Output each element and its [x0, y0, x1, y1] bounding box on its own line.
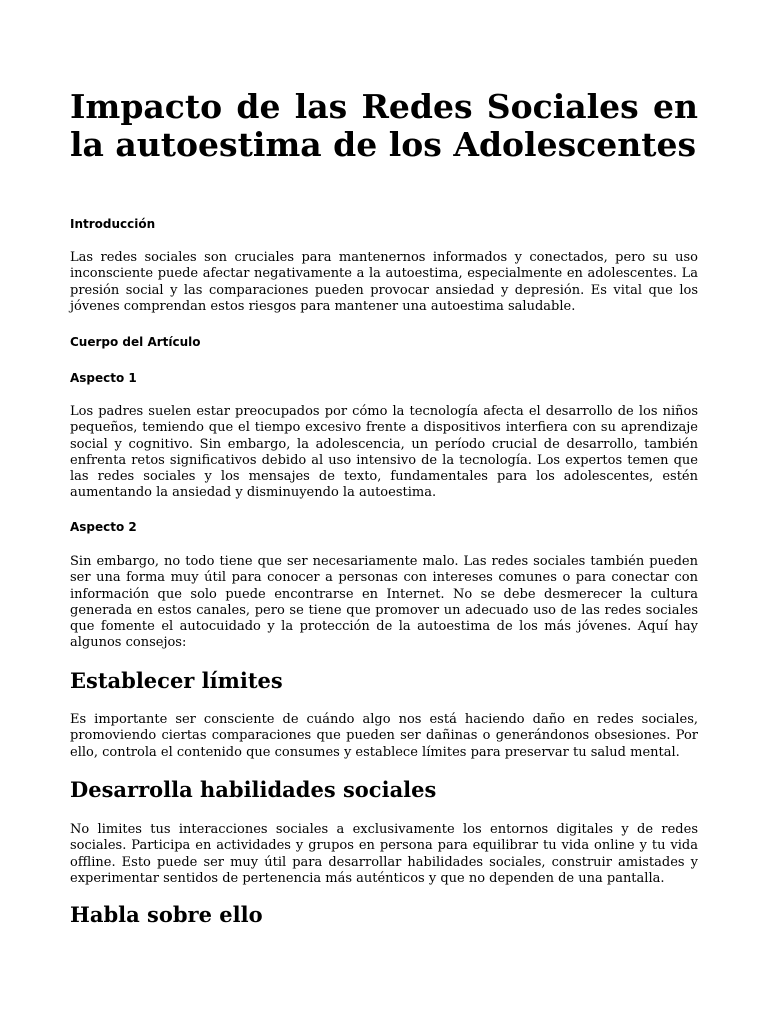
tip-2-heading: Desarrolla habilidades sociales — [70, 777, 437, 802]
aspect-2-paragraph: Sin embargo, no todo tiene que ser necesariamente malo. Las redes sociales también pueden ser una forma muy útil para conocer a personas con intereses comunes o para conectar con información que solo puede encontrarse en Internet. No se debe desmerecer la cultura generada en estos canales, pero se tiene que promover un adecuado uso de las redes sociales que fomente el autocuidado y la protección de la autoestima de los más jóvenes. Aquí hay algunos consejos: — [70, 554, 698, 651]
intro-label: Introducción — [70, 217, 156, 231]
tip-3-heading: Habla sobre ello — [70, 902, 263, 927]
tip-2-paragraph: No limites tus interacciones sociales a exclusivamente los entornos digitales y de redes sociales. Participa en actividades y grupos en persona para equilibrar tu vida online y tu vida offline. Esto puede ser muy útil para desarrollar habilidades sociales, construir amistades y experimentar sentidos de pertenencia más auténticos y que no dependen de una pantalla. — [70, 822, 698, 886]
aspect-2-label: Aspecto 2 — [70, 520, 137, 534]
tip-1-heading: Establecer límites — [70, 668, 283, 693]
aspect-1-label: Aspecto 1 — [70, 371, 137, 385]
body-section-label: Cuerpo del Artículo — [70, 335, 201, 349]
aspect-1-paragraph: Los padres suelen estar preocupados por cómo la tecnología afecta el desarrollo de los niños pequeños, temiendo que el tiempo excesivo frente a dispositivos interfiera con su aprendizaje social y cognitivo. Sin embargo, la adolescencia, un período crucial de desarrollo, también enfrenta retos significativos debido al uso intensivo de la tecnología. Los expertos temen que las redes sociales y los mensajes de texto, fundamentales para los adolescentes, estén aumentando la ansiedad y disminuyendo la autoestima. — [70, 404, 698, 501]
tip-1-paragraph: Es importante ser consciente de cuándo algo nos está haciendo daño en redes sociales, promoviendo ciertas comparaciones que pueden ser dañinas o generándonos obsesiones. Por ello, controla el contenido que consumes y establece límites para preservar tu salud mental. — [70, 712, 698, 760]
document-title: Impacto de las Redes Sociales en la autoestima de los Adolescentes — [70, 87, 698, 164]
intro-paragraph: Las redes sociales son cruciales para mantenernos informados y conectados, pero su uso inconsciente puede afectar negativamente a la autoestima, especialmente en adolescentes. La presión social y las comparaciones pueden provocar ansiedad y depresión. Es vital que los jóvenes comprendan estos riesgos para mantener una autoestima saludable. — [70, 250, 698, 314]
